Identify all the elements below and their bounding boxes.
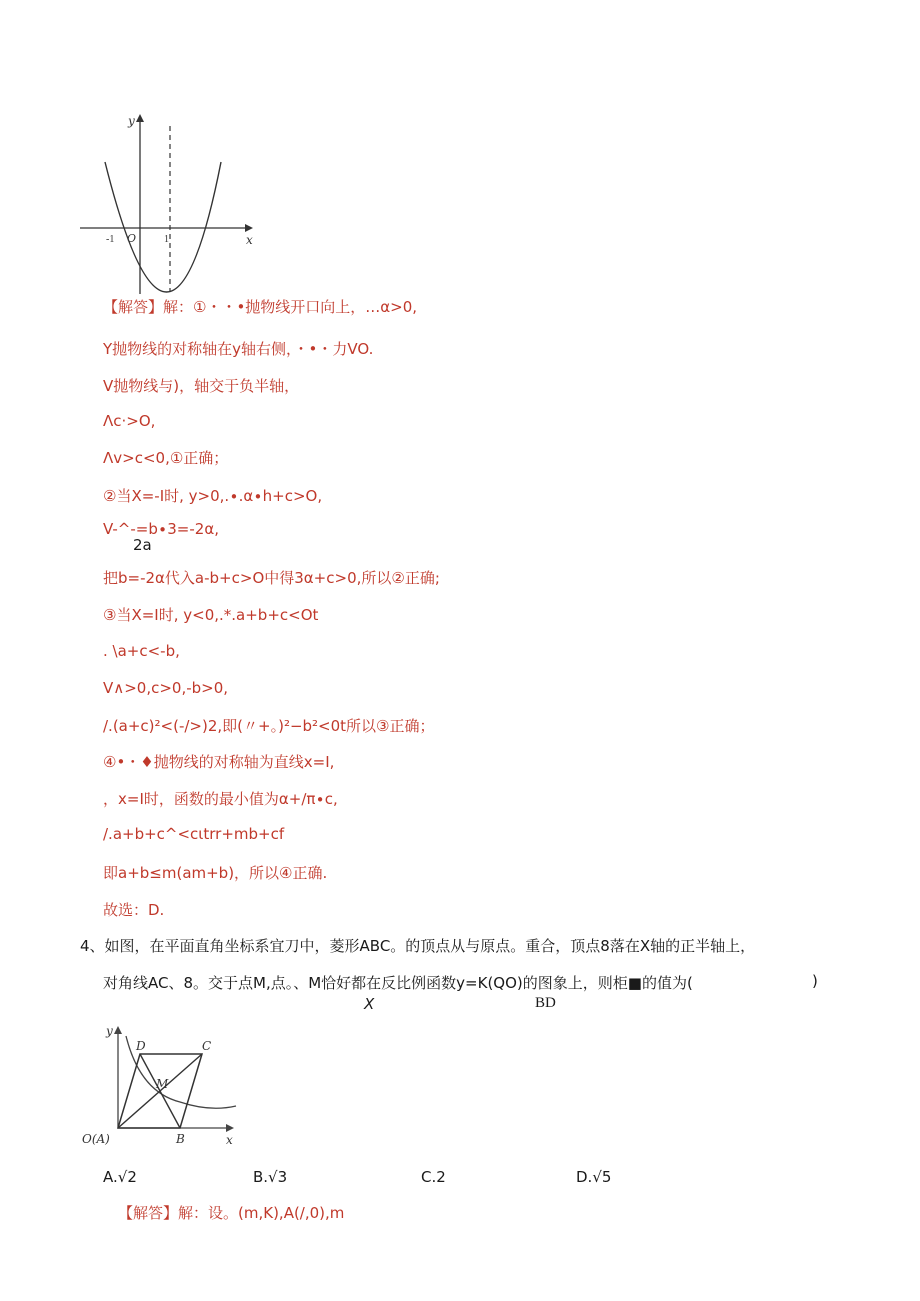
solution-line-15: /.a+b+c^<cιtrr+mb+cf: [103, 825, 285, 843]
fraction-denominator-x: X: [364, 995, 375, 1013]
solution-line-3: V抛物线与)，轴交于负半轴，: [103, 377, 300, 395]
solution-line-6: ②当X=-I时, y>0,.∙.α∙h+c>O,: [103, 487, 323, 505]
option-b: B.√3: [253, 1168, 288, 1186]
solution-line-9: ③当X=I时, y<0,.*.a+b+c<Ot: [103, 606, 319, 624]
y-axis-arrow: [114, 1026, 122, 1034]
solution-line-7-denominator: 2a: [133, 536, 152, 554]
solution-line-11: V∧>0,c>0,-b>0,: [103, 679, 229, 697]
option-c: C.2: [421, 1168, 446, 1186]
solution-line-10: . \a+c<-b,: [103, 642, 180, 660]
point-d-label: D: [136, 1039, 146, 1053]
y-axis-arrow: [136, 114, 144, 122]
point-c-label: C: [202, 1039, 212, 1053]
tick-neg1-label: -1: [106, 234, 115, 245]
solution-line-8: 把b=-2α代入a-b+c>O中得3α+c>0,所以②正确;: [103, 569, 440, 587]
question-4-line-1: 4、如图，在平面直角坐标系宜刀中，菱形ABC。的顶点从与原点。重合，顶点8落在X轴的正半轴上，: [80, 937, 756, 955]
origin-label: O: [127, 232, 137, 245]
parabola-graph: [78, 112, 258, 297]
solution-line-5: Λv>c<0,①正确；: [103, 449, 229, 467]
solution-line-14: ，x=I时，函数的最小值为α+∕π∙c,: [103, 790, 338, 808]
y-axis-label: y: [128, 114, 135, 128]
question-4-line-2: 对角线AC、8。交于点M,点。、M恰好都在反比例函数y=K(QO)的图象上，则柜■的值为(: [103, 974, 693, 992]
tick-1-label: 1: [164, 234, 169, 245]
origin-a-label: O(A): [82, 1132, 110, 1146]
fraction-denominator-bd: BD: [535, 995, 556, 1011]
option-d: D.√5: [576, 1168, 612, 1186]
solution-line-17: 故选：D.: [103, 901, 165, 919]
x-axis-label: x: [246, 233, 253, 247]
y-axis-label: y: [106, 1024, 113, 1038]
solution-line-7: V-^-=b∙3=-2α,: [103, 520, 219, 538]
point-m-label: M: [156, 1077, 169, 1091]
solution-line-2: Y抛物线的对称轴在y轴右侧，・•・力VO.: [103, 340, 374, 358]
x-axis-arrow: [245, 224, 253, 232]
point-b-label: B: [176, 1132, 185, 1146]
solution-line-1: 【解答】解：①・・•抛物线开口向上，…α>0,: [103, 298, 418, 316]
solution-line-4: Λc·>O,: [103, 412, 156, 430]
diagonal-bd: [140, 1054, 180, 1128]
solution-2-line-1: 【解答】解：设。(m,K),A(/,0),m: [118, 1204, 345, 1222]
option-a: A.√2: [103, 1168, 137, 1186]
question-4-close-paren: ): [812, 972, 818, 990]
solution-line-16: 即a+b≤m(am+b)，所以④正确.: [103, 864, 328, 882]
solution-line-13: ④•・♦抛物线的对称轴为直线x=I,: [103, 753, 335, 771]
solution-line-12: /.(a+c)²<(-/>)2,即(〃+。)²−b²<0t所以③正确；: [103, 717, 435, 735]
rhombus-graph: [80, 1022, 240, 1147]
parabola-curve: [105, 162, 221, 292]
x-axis-arrow: [226, 1124, 234, 1132]
x-axis-label: x: [226, 1133, 233, 1147]
